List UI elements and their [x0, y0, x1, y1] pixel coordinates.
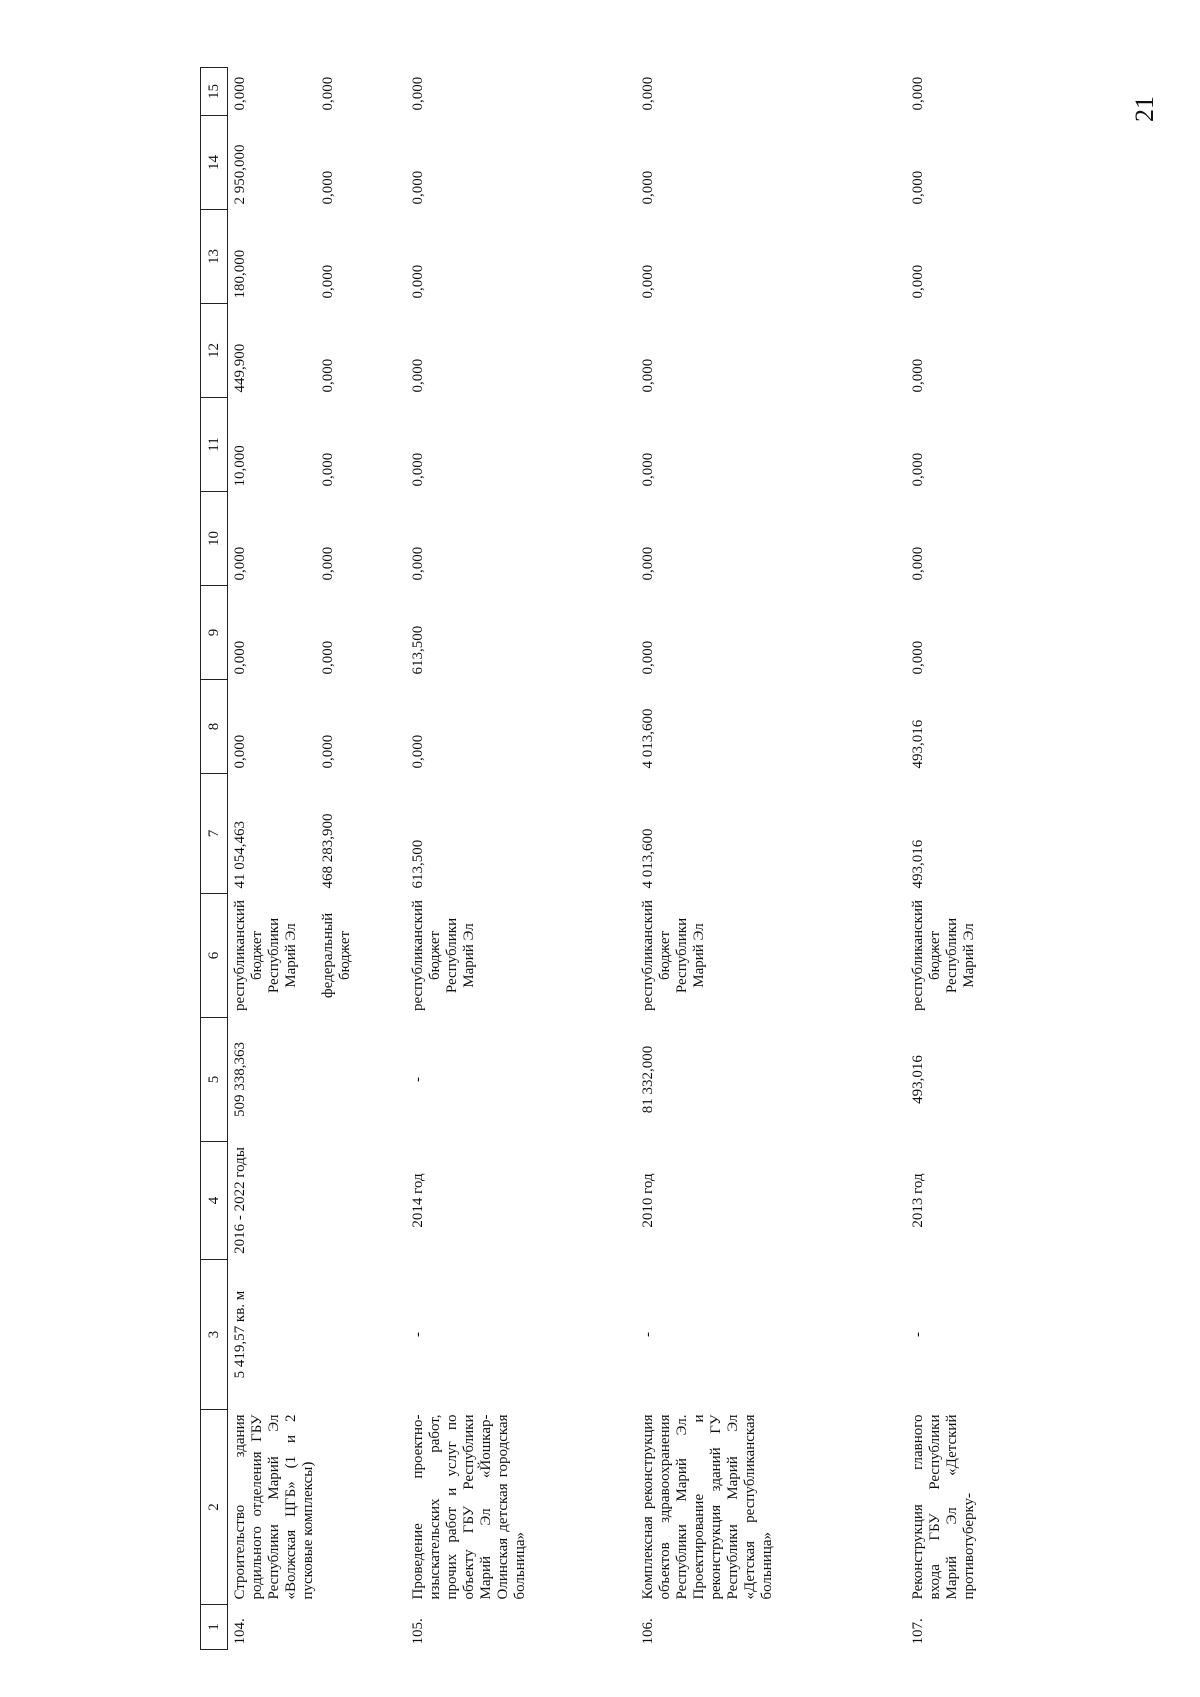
table-row [228, 68, 406, 1650]
column-header: 14 [201, 116, 228, 210]
estimated-cost: - [409, 1077, 426, 1082]
period: 2013 год [909, 1173, 926, 1228]
cell-c11: 0,000 [639, 452, 656, 487]
cell-c8 [228, 680, 406, 774]
cell-c14 [228, 116, 406, 210]
row-number: 104. [232, 1618, 248, 1645]
capacity: - [639, 1332, 656, 1337]
value: 0,000 [232, 76, 248, 111]
cell-c12: 0,000 [409, 358, 426, 393]
value: 0,000 [320, 76, 336, 111]
cell-c8: 4 013,600 [639, 708, 656, 769]
cell-c15 [228, 68, 406, 116]
estimated-cost: 509 338,363 [232, 1042, 248, 1117]
column-header: 5 [201, 1018, 228, 1142]
cell-c9: 0,000 [639, 640, 656, 675]
rotated-table-container [200, 68, 977, 1650]
period: 2010 год [639, 1173, 656, 1228]
column-header: 10 [201, 492, 228, 586]
cell-c15: 0,000 [639, 76, 656, 111]
row-number: 106. [639, 1618, 656, 1645]
value: 0,000 [232, 640, 248, 675]
column-header: 4 [201, 1142, 228, 1260]
value: 468 283,900 [320, 813, 336, 889]
period: 2016 - 2022 годы [232, 1147, 248, 1254]
cell-c11 [228, 398, 406, 492]
column-header: 7 [201, 774, 228, 894]
funding-source: республиканский бюджет Республики Марий Эл [409, 899, 477, 1012]
value: 0,000 [320, 170, 336, 205]
column-header: 11 [201, 398, 228, 492]
cell-c7 [228, 774, 406, 894]
table-row [406, 68, 636, 1650]
cell-c9: 613,500 [409, 625, 426, 675]
value: 0,000 [232, 546, 248, 581]
object-name: Комплексная реконструкция объектов здравоохранения Республики Марий Эл. Проектирование и реконструкция зданий ГУ Республики Марий Эл «Детская республиканская больница» [639, 1414, 775, 1600]
cell-c10 [228, 492, 406, 586]
value: 180,000 [232, 249, 248, 299]
cell-c14: 0,000 [409, 170, 426, 205]
column-header: 6 [201, 894, 228, 1018]
column-header: 15 [201, 68, 228, 116]
cell-c8: 0,000 [409, 734, 426, 769]
value: 0,000 [320, 640, 336, 675]
table-row [636, 68, 906, 1650]
cell-c8: 493,016 [909, 719, 926, 769]
value: 0,000 [320, 264, 336, 299]
funding-source: федеральный бюджет [320, 912, 353, 999]
estimated-cost: 81 332,000 [639, 1045, 656, 1114]
row-number: 105. [409, 1618, 426, 1645]
column-header: 13 [201, 210, 228, 304]
cell-c7: 493,016 [909, 839, 926, 889]
cell-c7: 4 013,600 [639, 828, 656, 889]
value: 10,000 [232, 445, 248, 487]
page-number: 21 [1130, 96, 1159, 122]
cell-c13: 0,000 [639, 264, 656, 299]
cell-c10: 0,000 [409, 546, 426, 581]
funding-sources [228, 894, 406, 1018]
cell-c11: 0,000 [409, 452, 426, 487]
funding-sources [406, 894, 636, 1018]
funding-sources [636, 894, 906, 1018]
cell-c15: 0,000 [909, 76, 926, 111]
investment-objects-table [200, 67, 988, 1650]
cell-c7: 613,500 [409, 839, 426, 889]
value: 0,000 [320, 358, 336, 393]
column-header: 2 [201, 1410, 228, 1605]
column-header: 12 [201, 304, 228, 398]
capacity: - [409, 1332, 426, 1337]
column-number-row [201, 68, 228, 1650]
cell-c12: 0,000 [909, 358, 926, 393]
period: 2014 год [409, 1173, 426, 1228]
funding-source: республиканский бюджет Республики Марий Эл [909, 899, 977, 1012]
value: 449,900 [232, 343, 248, 393]
object-name: Строительство здания родильного отделения ГБУ Республики Марий Эл «Волжская ЦГБ» (1 и 2 пусковые комплексы) [232, 1414, 316, 1600]
column-header: 3 [201, 1260, 228, 1410]
cell-c9: 0,000 [909, 640, 926, 675]
cell-c12: 0,000 [639, 358, 656, 393]
cell-c13 [228, 210, 406, 304]
capacity: - [909, 1332, 926, 1337]
value: 0,000 [232, 734, 248, 769]
object-name: Реконструкция главного входа ГБУ Республики Марий Эл «Детский противотуберку- [909, 1414, 977, 1600]
cell-c11: 0,000 [909, 452, 926, 487]
column-header: 9 [201, 586, 228, 680]
capacity: 5 419,57 кв. м [232, 1290, 248, 1379]
cell-c10: 0,000 [909, 546, 926, 581]
cell-c13: 0,000 [909, 264, 926, 299]
table-row [906, 68, 988, 1650]
cell-c13: 0,000 [409, 264, 426, 299]
cell-c9 [228, 586, 406, 680]
cell-c15: 0,000 [409, 76, 426, 111]
estimated-cost: 493,016 [909, 1055, 926, 1104]
value: 0,000 [320, 734, 336, 769]
value: 0,000 [320, 546, 336, 581]
funding-sources [906, 894, 988, 1018]
value: 2 950,000 [232, 144, 248, 205]
row-number: 107. [909, 1618, 926, 1645]
cell-c12 [228, 304, 406, 398]
value: 0,000 [320, 452, 336, 487]
cell-c10: 0,000 [639, 546, 656, 581]
cell-c14: 0,000 [909, 170, 926, 205]
column-header: 8 [201, 680, 228, 774]
object-name: Проведение проектно-изыскательских работ, прочих работ и услуг по объекту ГБУ Республики Марий Эл «Йошкар-Олинская детская городская больница» [409, 1414, 528, 1600]
cell-c14: 0,000 [639, 170, 656, 205]
value: 41 054,463 [232, 821, 248, 889]
funding-source: республиканский бюджет Республики Марий Эл [639, 899, 707, 1012]
funding-source: республиканский бюджет Республики Марий Эл [232, 899, 299, 1012]
column-header: 1 [201, 1605, 228, 1650]
